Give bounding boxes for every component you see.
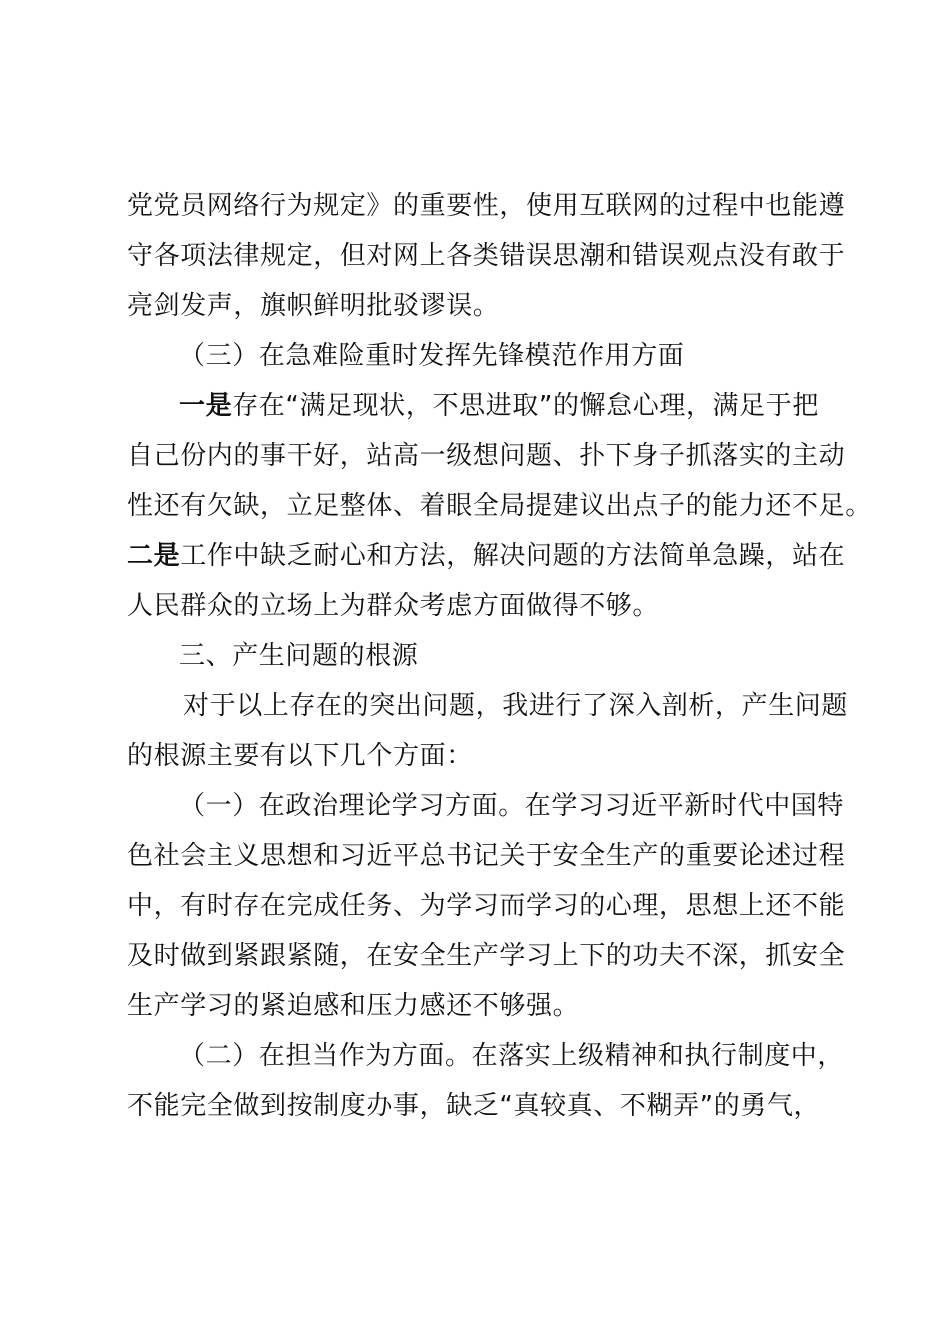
paragraph-text: 工作中缺乏耐心和方法，解决问题的方法简单急躁，站在 bbox=[180, 541, 846, 571]
text-line: 人民群众的立场上为群众考虑方面做得不够。 bbox=[127, 591, 660, 621]
document-body bbox=[127, 181, 872, 1131]
text-line: 自己份内的事干好，站高一级想问题、扑下身子抓落实的主动 bbox=[127, 441, 846, 471]
text-line: 党党员网络行为规定》的重要性，使用互联网的过程中也能遵 bbox=[127, 191, 846, 221]
text-line: 的根源主要有以下几个方面： bbox=[127, 741, 473, 771]
paragraph-first-line bbox=[127, 381, 839, 431]
text-line: 性还有欠缺，立足整体、着眼全局提建议出点子的能力还不足。 bbox=[127, 491, 872, 521]
point-lead: 一是 bbox=[179, 391, 233, 421]
text-line: 守各项法律规定，但对网上各类错误思潮和错误观点没有敢于 bbox=[127, 241, 846, 271]
text-line: 对于以上存在的突出问题，我进行了深入剖析，产生问题 bbox=[183, 691, 849, 721]
paragraph-text: 存在“满足现状，不思进取”的懈怠心理，满足于把 bbox=[232, 391, 819, 421]
text-line: 及时做到紧跟紧随，在安全生产学习上下的功夫不深，抓安全 bbox=[127, 941, 846, 971]
text-line: 中，有时存在完成任务、为学习而学习的心理，思想上还不能 bbox=[127, 891, 846, 921]
subsection-heading: （三）在急难险重时发挥先锋模范作用方面 bbox=[179, 341, 685, 371]
section-heading: 三、产生问题的根源 bbox=[179, 641, 419, 671]
text-line: 亮剑发声，旗帜鲜明批驳谬误。 bbox=[127, 291, 500, 321]
text-line: （一）在政治理论学习方面。在学习习近平新时代中国特 bbox=[179, 791, 845, 821]
text-line: 色社会主义思想和习近平总书记关于安全生产的重要论述过程 bbox=[127, 841, 846, 871]
text-line: 生产学习的紧迫感和压力感还不够强。 bbox=[127, 991, 580, 1021]
point-lead: 二是 bbox=[127, 541, 181, 571]
text-line: （二）在担当作为方面。在落实上级精神和执行制度中， bbox=[179, 1041, 845, 1071]
text-line: 不能完全做到按制度办事，缺乏“真较真、不糊弄”的勇气， bbox=[127, 1091, 821, 1121]
paragraph-first-line bbox=[127, 531, 846, 581]
